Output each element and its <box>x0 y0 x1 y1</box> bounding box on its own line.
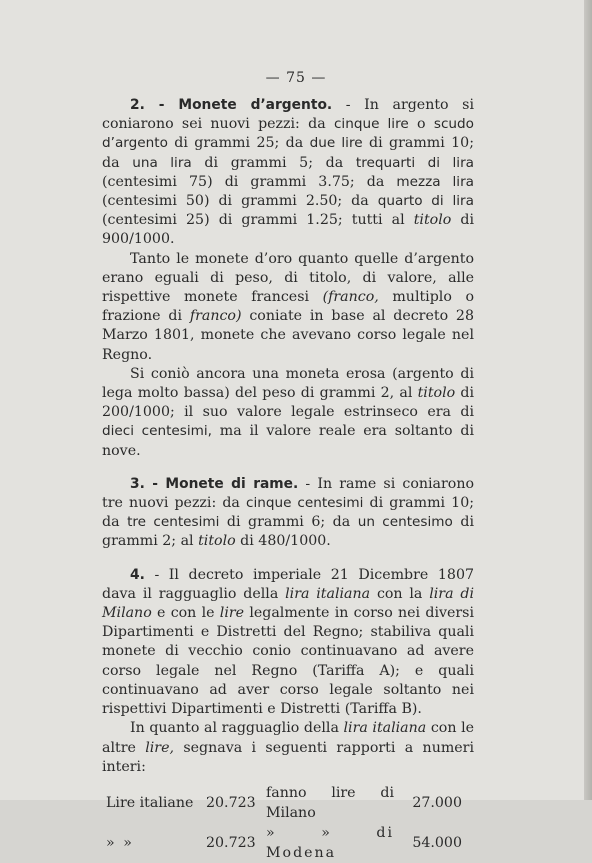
paragraph-titolo-peso: Tanto le monete d’oro quanto quelle d’argento erano eguali di peso, di titolo, di valore, alle rispettive monete francesi (franco, multiplo o frazione di franco) coniate in base al decreto 28 Marzo 1801, monete che avevano corso legale nel Regno. <box>102 250 474 363</box>
paragraph-decreto-imperiale: 4. - Il decreto imperiale 21 Dicembre 1807 dava il ragguaglio della lira italiana con la lira di Milano e con le lire legalmente in corso nei diversi Dipartimenti e Distretti del Regno; stabiliva quali monete di vecchio conio continuavano ad avere corso legale nel Regno (Tariffa A); e quali continuavano ad aver corso legale soltanto nei rispettivi Dipartimenti e Distretti (Tariffa B). <box>102 566 475 718</box>
table-row: » » 20.723 » » di Modena 54.000 <box>106 824 462 861</box>
paragraph-monete-rame: 3. - Monete di rame. - In rame si coniarono tre nuovi pezzi: da cinque centesimi di grammi 10; da tre centesimi di grammi 6; da un centesimo di grammi 2; al titolo di 480/1000. <box>102 475 475 550</box>
table-row: Lire italiane 20.723 fanno lire di Milano 27.000 <box>106 784 462 821</box>
paragraph-ragguaglio: In quanto al ragguaglio della lira italiana con le altre lire, segnava i seguenti rapporti a numeri interi: <box>102 720 475 775</box>
paragraph-monete-argento: 2. - Monete d’argento. - In argento si coniarono sei nuovi pezzi: da cinque lire o scudo d’argento di grammi 25; da due lire di grammi 10; da una lira di grammi 5; da trequarti di lira (centesimi 75) di grammi 3.75; da mezza lira (centesimi 50) di grammi 2.50; da quarto di lira (centesimi 25) di grammi 1.25; tutti al titolo di 900/1000. <box>102 97 474 248</box>
paragraph-moneta-erosa: Si coniò ancora una moneta erosa (argento di lega molto bassa) del peso di grammi 2, al titolo di 200/1000; il suo valore legale estrinseco era di dieci centesimi, ma il valore reale era soltanto di nove. <box>102 365 475 459</box>
page-number: — 75 — <box>265 70 327 86</box>
page-edge <box>584 0 592 800</box>
section-heading-argento: 2. - Monete d’argento. <box>130 97 333 113</box>
section-heading-4: 4. <box>130 566 145 583</box>
exchange-rates-table <box>106 783 462 863</box>
page-body <box>102 96 474 863</box>
section-heading-rame: 3. - Monete di rame. <box>130 475 299 492</box>
